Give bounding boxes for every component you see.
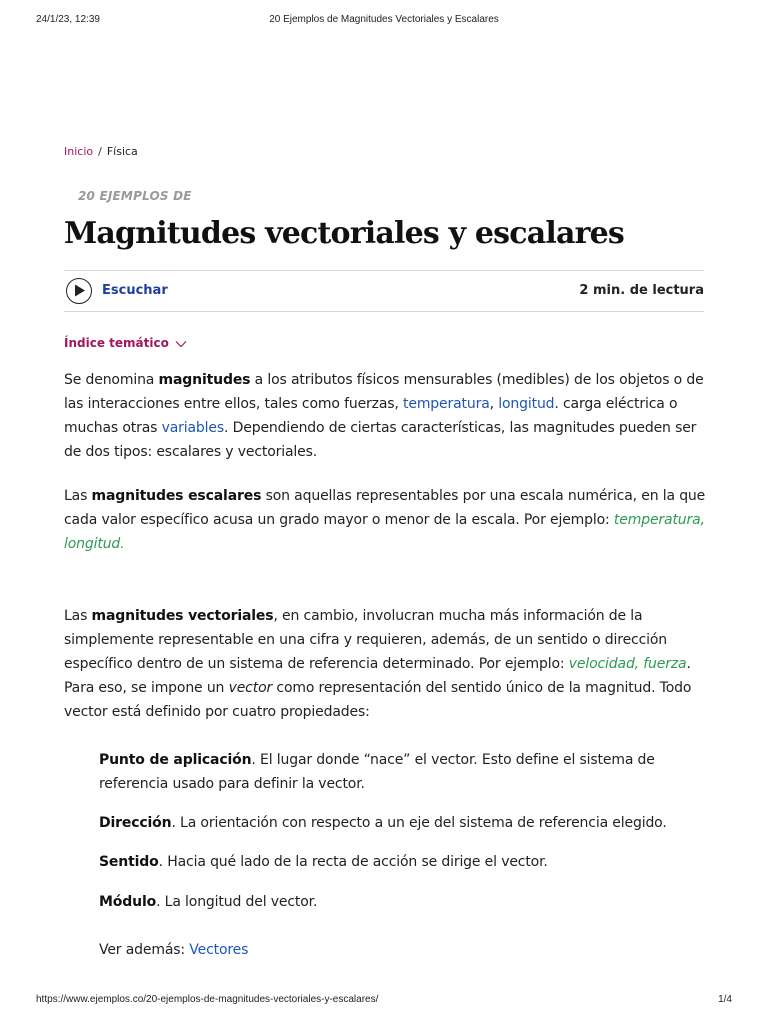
chevron-down-icon bbox=[175, 340, 187, 348]
property-term: Punto de aplicación bbox=[99, 752, 252, 768]
breadcrumb bbox=[64, 145, 138, 158]
property-desc: . Hacia qué lado de la recta de acción se dirige el vector. bbox=[158, 854, 548, 870]
vectoriales-italic-vector: vector bbox=[228, 680, 273, 696]
property-item bbox=[99, 811, 709, 835]
vectoriales-paragraph bbox=[64, 604, 714, 724]
play-icon bbox=[74, 284, 86, 297]
vectoriales-text-3: . Para eso, se impone un bbox=[64, 656, 691, 696]
escalares-examples: temperatura, longitud. bbox=[64, 512, 705, 552]
escalares-text-1: Las bbox=[64, 488, 92, 504]
page-title: Magnitudes vectoriales y escalares bbox=[64, 216, 624, 251]
toc-toggle[interactable] bbox=[64, 336, 187, 350]
property-desc: . La longitud del vector. bbox=[156, 894, 318, 910]
link-vectores[interactable]: Vectores bbox=[189, 942, 249, 958]
escalares-bold: magnitudes escalares bbox=[91, 488, 262, 504]
reading-time: 2 min. de lectura bbox=[579, 283, 704, 298]
escalares-paragraph bbox=[64, 484, 714, 556]
property-term: Módulo bbox=[99, 894, 157, 910]
play-button[interactable] bbox=[66, 278, 92, 304]
property-term: Sentido bbox=[99, 854, 159, 870]
property-item bbox=[99, 890, 709, 914]
print-url: https://www.ejemplos.co/20-ejemplos-de-magnitudes-vectoriales-y-escalares/ bbox=[36, 994, 379, 1005]
print-page-number: 1/4 bbox=[718, 994, 732, 1005]
intro-text-5: . Dependiendo de ciertas características, las magnitudes pueden ser de dos tipos: escalares y vectoriales. bbox=[64, 420, 697, 460]
property-term: Dirección bbox=[99, 815, 172, 831]
vectoriales-text-1: Las bbox=[64, 608, 92, 624]
property-desc: . El lugar donde “nace” el vector. Esto define el sistema de referencia usado para definir la vector. bbox=[99, 752, 655, 792]
property-item bbox=[99, 748, 709, 796]
property-item bbox=[99, 850, 709, 874]
listen-button[interactable]: Escuchar bbox=[102, 283, 168, 298]
see-also bbox=[99, 938, 709, 962]
breadcrumb-separator: / bbox=[98, 145, 102, 158]
vectoriales-bold: magnitudes vectoriales bbox=[91, 608, 274, 624]
intro-paragraph bbox=[64, 368, 714, 464]
print-doc-title: 20 Ejemplos de Magnitudes Vectoriales y Escalares bbox=[269, 14, 499, 25]
link-longitud[interactable]: longitud bbox=[498, 396, 555, 412]
link-temperatura[interactable]: temperatura bbox=[403, 396, 490, 412]
see-also-label: Ver además: bbox=[99, 942, 190, 958]
toc-label: Índice temático bbox=[64, 336, 169, 350]
intro-text-2: a los atributos físicos mensurables (medibles) de los objetos o de las interacciones entre ellos, tales como fuerzas, bbox=[64, 372, 704, 412]
property-desc: . La orientación con respecto a un eje del sistema de referencia elegido. bbox=[171, 815, 667, 831]
escalares-text-2: son aquellas representables por una escala numérica, en la que cada valor específico acusa un grado mayor o menor de la escala. Por ejemplo: bbox=[64, 488, 706, 528]
intro-text-3: , bbox=[489, 396, 499, 412]
audio-bar bbox=[64, 270, 704, 312]
vectoriales-text-2: , en cambio, involucran mucha más información de la simplemente representable en una cifra y requieren, además, de un sentido o dirección específico dentro de un sistema de referencia determinado. Por ejemplo: bbox=[64, 608, 668, 672]
vectoriales-examples: velocidad, fuerza bbox=[568, 656, 687, 672]
intro-text-4: . carga eléctrica o muchas otras bbox=[64, 396, 678, 436]
breadcrumb-home-link[interactable]: Inicio bbox=[64, 145, 94, 158]
article-kicker: 20 EJEMPLOS DE bbox=[78, 189, 192, 203]
vectoriales-text-4: como representación del sentido único de la magnitud. Todo vector está definido por cuatro propiedades: bbox=[64, 680, 692, 720]
intro-text-1: Se denomina bbox=[64, 372, 159, 388]
link-variables[interactable]: variables bbox=[161, 420, 225, 436]
breadcrumb-current: Física bbox=[106, 145, 138, 158]
intro-bold-magnitudes: magnitudes bbox=[158, 372, 251, 388]
print-datetime: 24/1/23, 12:39 bbox=[36, 14, 100, 25]
